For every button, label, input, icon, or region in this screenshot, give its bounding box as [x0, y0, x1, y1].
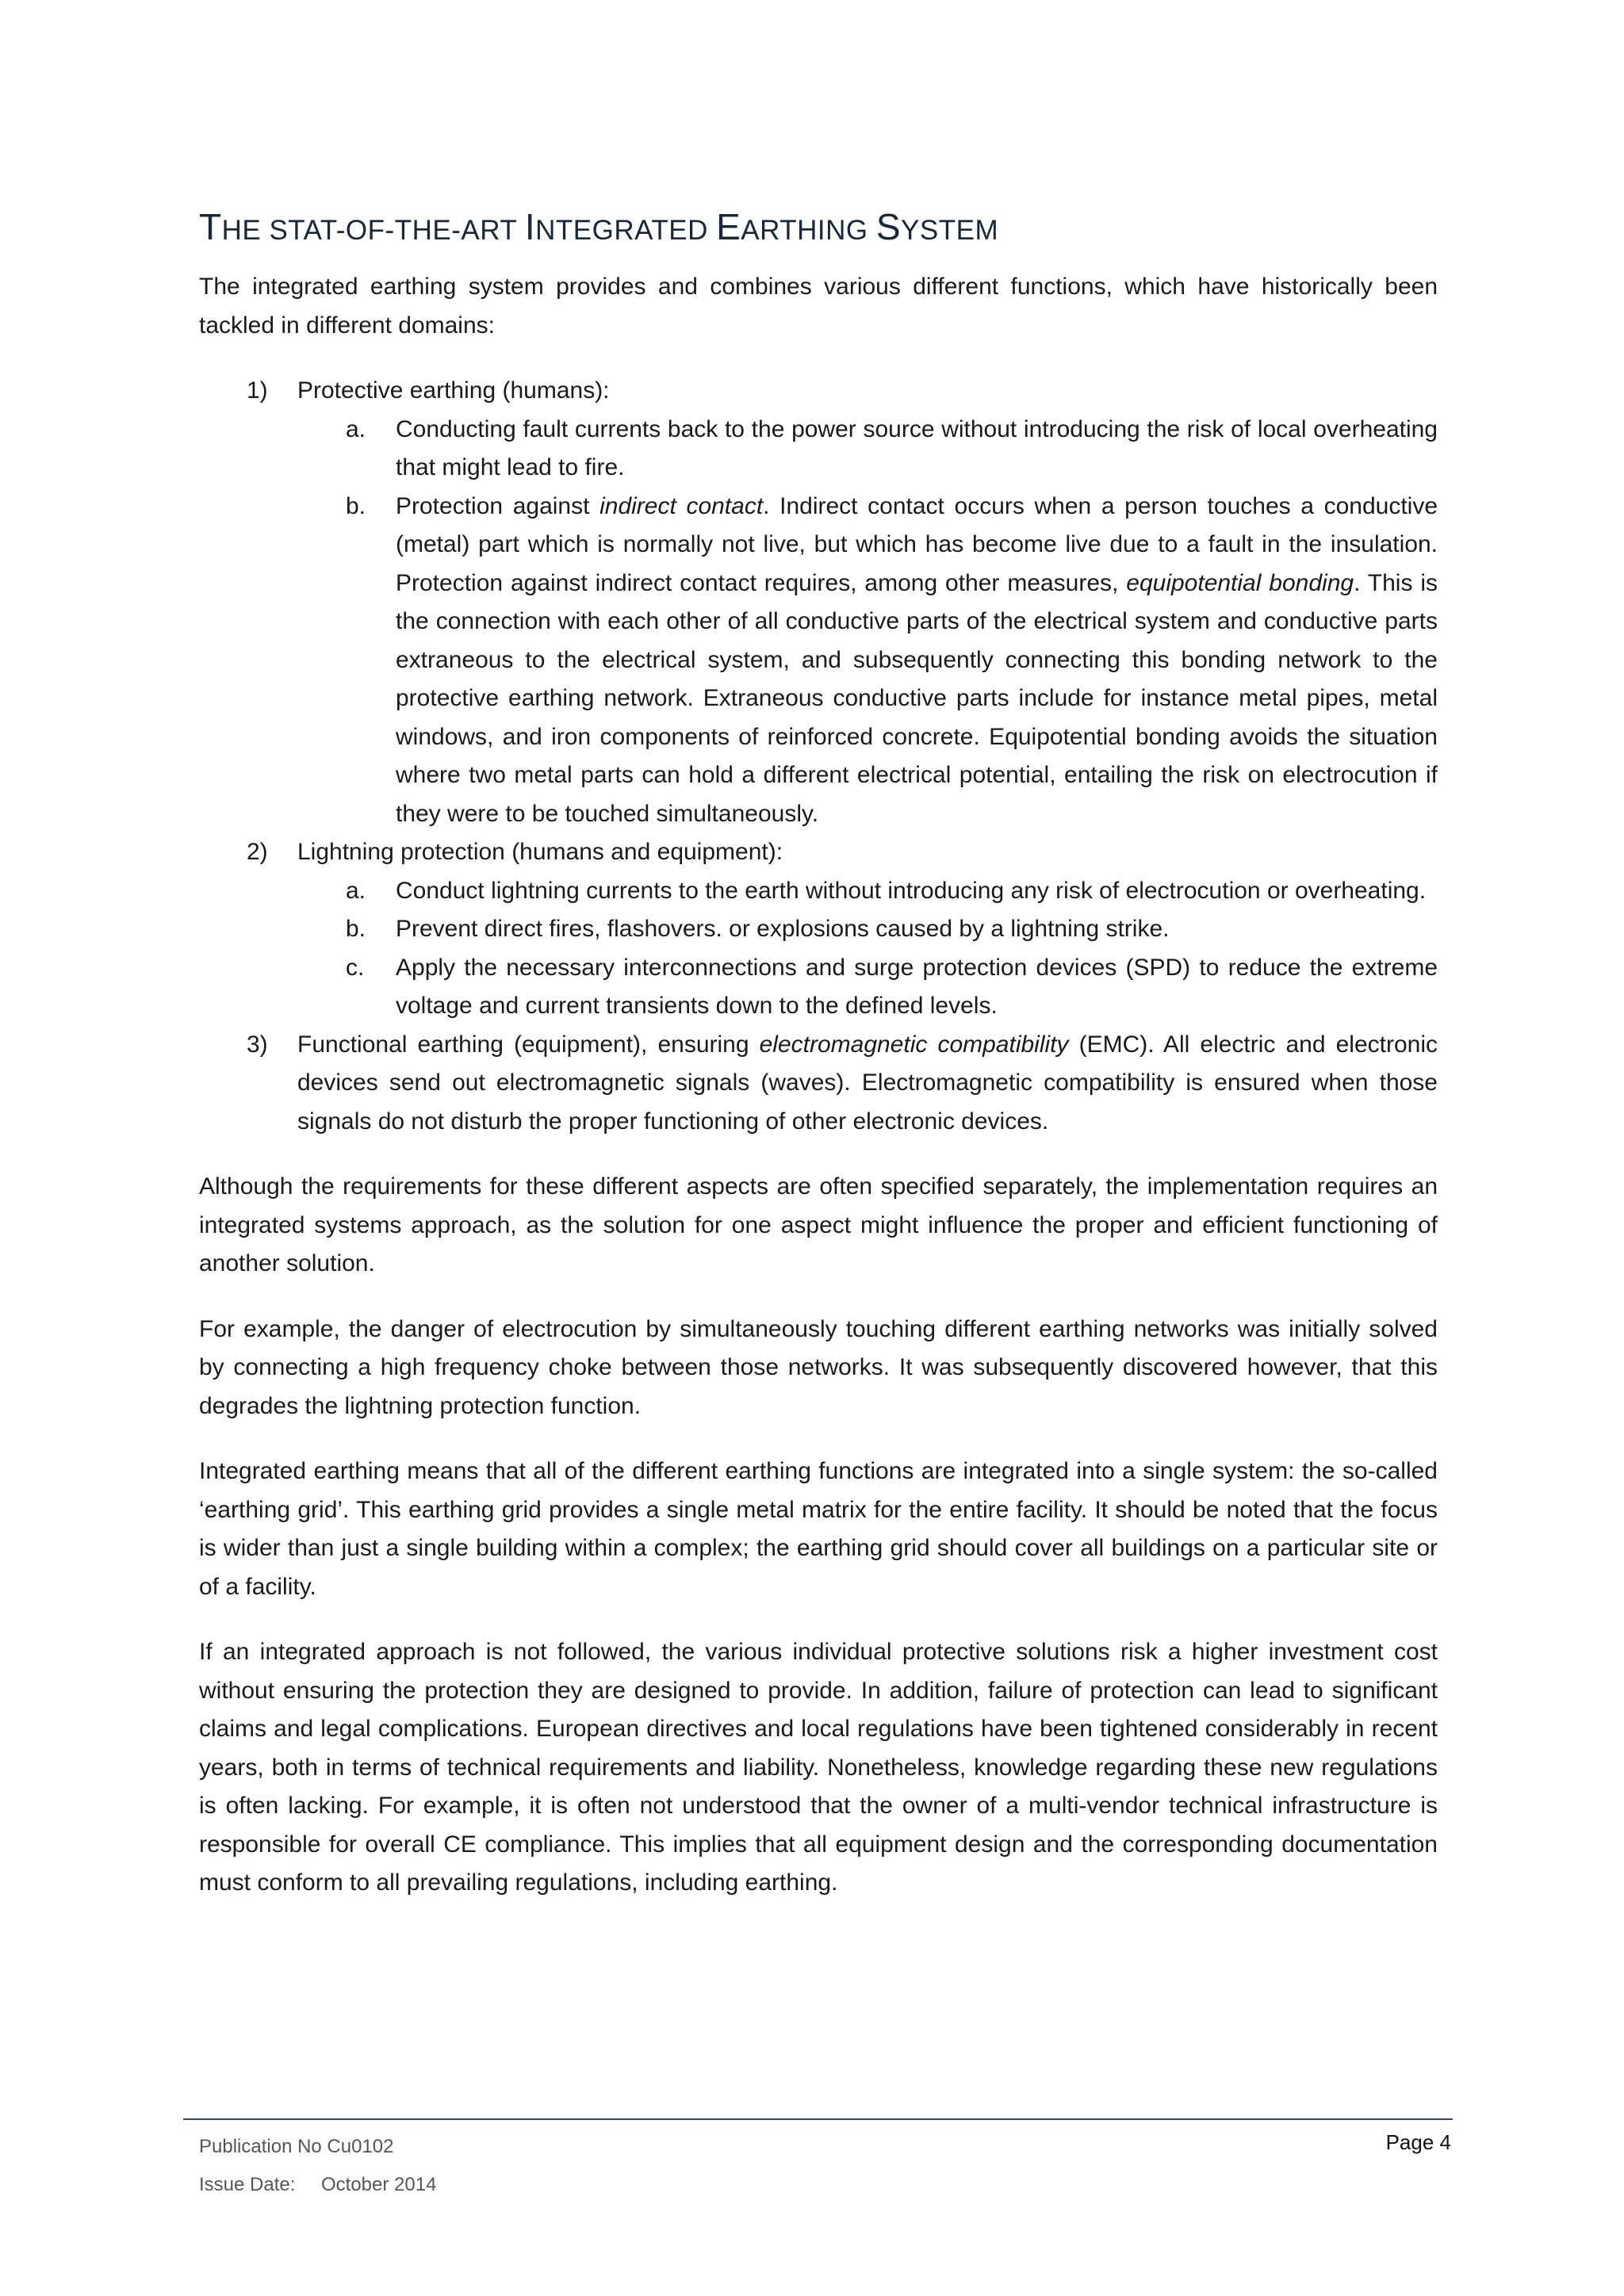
issue-date-value: October 2014: [321, 2174, 437, 2195]
sublist-item-a: [297, 872, 1438, 911]
sublist-item-b: [297, 910, 1438, 949]
list-item-label: Lightning protection (humans and equipment):: [297, 839, 783, 865]
list-number: 2): [247, 839, 268, 865]
sublist-item-b: [297, 488, 1438, 834]
list-item-label: Protective earthing (humans):: [297, 377, 610, 404]
heading-part-3: ARTHING: [741, 215, 876, 246]
heading-initial-t: T: [199, 206, 222, 247]
page-content: [199, 202, 1438, 1930]
list-item-text: Functional earthing (equipment), ensuring: [297, 1031, 760, 1058]
sublist-text: Protection against: [396, 492, 600, 519]
emphasis-indirect-contact: indirect contact: [599, 492, 764, 519]
sublist-text: Apply the necessary interconnections and surge protection devices (SPD) to reduce the extreme voltage and current transients down to the defined levels.: [396, 954, 1438, 1019]
heading-part-4: YSTEM: [901, 215, 999, 246]
sublist-letter: a.: [346, 877, 366, 904]
body-paragraph: Integrated earthing means that all of the different earthing functions are integrated into a single system: the so-called ‘earthing grid’. This earthing grid provides a single metal matrix for the entire facility. It should be noted that the focus is wider than just a single building within a complex; the earthing grid should cover all buildings on a particular site or of a facility.: [199, 1458, 1438, 1600]
sublist-protective-earthing: [297, 411, 1438, 834]
list-item-lightning-protection: [199, 833, 1438, 1026]
sublist-lightning-protection: [297, 872, 1438, 1026]
emphasis-emc: electromagnetic compatibility: [759, 1031, 1069, 1058]
section-heading: [199, 202, 1438, 255]
footer-publication: Publication No Cu0102: [199, 2136, 394, 2157]
sublist-letter: b.: [346, 492, 366, 519]
sublist-letter: c.: [346, 954, 365, 981]
body-paragraph: If an integrated approach is not followed, the various individual protective solutions risk a higher investment cost without ensuring the protection they are designed to provide. In addition, failure of protection can lead to significant claims and legal complications. European directives and local regulations have been tightened considerably in recent years, both in terms of technical requirements and liability. Nonetheless, knowledge regarding these new regulations is often lacking. For example, it is often not understood that the owner of a multi-vendor technical infrastructure is responsible for overall CE compliance. This implies that all equipment design and the corresponding documentation must conform to all prevailing regulations, including earthing.: [199, 1639, 1438, 1896]
sublist-item-c: [297, 949, 1438, 1026]
page-number: Page 4: [1385, 2130, 1451, 2154]
body-paragraph: For example, the danger of electrocution by simultaneously touching different earthing networks was initially solved by connecting a high frequency choke between those networks. It was subsequently discovered however, that this degrades the lightning protection function.: [199, 1315, 1438, 1419]
heading-part-1: HE STAT-OF-THE-ART: [221, 215, 525, 246]
sublist-item-a: [297, 411, 1438, 488]
footer-divider: [183, 2118, 1453, 2120]
list-number: 3): [247, 1031, 268, 1058]
sublist-text: Conducting fault currents back to the power source without introducing the risk of local overheating that might lead to fire.: [396, 415, 1438, 480]
footer-info: [199, 2128, 436, 2204]
list-item-functional-earthing: [199, 1026, 1438, 1142]
list-item-protective-earthing: [199, 372, 1438, 833]
heading-initial-s: S: [875, 206, 902, 247]
heading-part-2: NTEGRATED: [535, 215, 717, 246]
body-paragraph: Although the requirements for these different aspects are often specified separately, the implementation requires an integrated systems approach, as the solution for one aspect might influence the proper and efficient functioning of another solution.: [199, 1173, 1438, 1276]
issue-date-label: Issue Date:: [199, 2174, 296, 2195]
sublist-text: . Indirect contact occurs when a person touches a conductive (metal) part which is normally not live, but which has become live due to a fault in the insulation. Protection against indirect contact requires, among other measures,: [396, 492, 1438, 596]
heading-initial-e: E: [716, 206, 741, 247]
sublist-text: Prevent direct fires, flashovers. or explosions caused by a lightning strike.: [396, 916, 1170, 942]
sublist-letter: b.: [346, 916, 366, 942]
sublist-letter: a.: [346, 415, 366, 442]
heading-initial-i: I: [524, 206, 536, 247]
sublist-text: . This is the connection with each other of all conductive parts of the electrical system and conductive parts extraneous to the electrical system, and subsequently connecting this bonding network to the protective earthing network. Extraneous conductive parts include for instance metal pipes, metal windows, and iron components of reinforced concrete. Equipotential bonding avoids the situation where two metal parts can hold a different electrical potential, entailing the risk on electrocution if they were to be touched simultaneously.: [396, 569, 1438, 827]
footer-issue-date: [199, 2166, 436, 2204]
list-number: 1): [247, 377, 268, 404]
functions-list: [199, 372, 1438, 1141]
list-item-text: (EMC). All electric and electronic devices send out electromagnetic signals (waves). Electromagnetic compatibility is ensured when those signals do not disturb the proper functioning of other electronic devices.: [297, 1031, 1438, 1135]
emphasis-equipotential-bonding: equipotential bonding: [1126, 569, 1354, 596]
sublist-text: Conduct lightning currents to the earth without introducing any risk of electrocution or overheating.: [396, 877, 1427, 904]
intro-paragraph: The integrated earthing system provides and combines various different functions, which have historically been tackled in different domains:: [199, 274, 1438, 339]
